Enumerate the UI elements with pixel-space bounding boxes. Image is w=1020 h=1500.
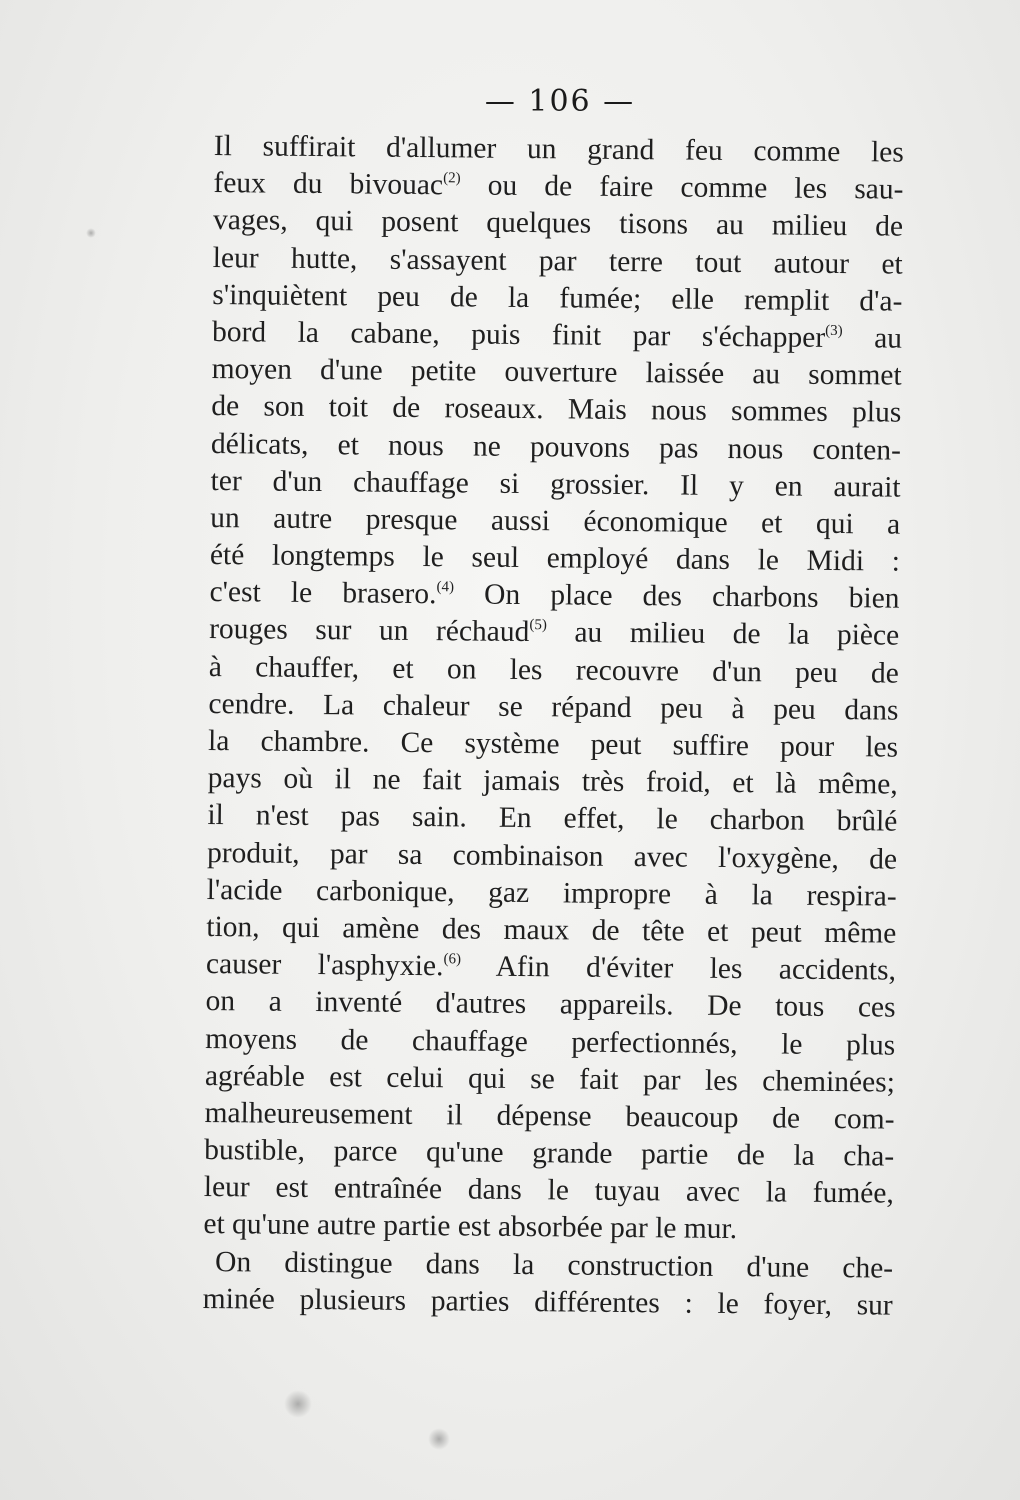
text-run: bord la cabane, puis finit par s'échapper: [211, 315, 826, 354]
text-line: [205, 1020, 895, 1064]
text-line: [211, 425, 901, 469]
text-run: délicats, et nous ne pouvons pas nous conten-: [210, 427, 902, 467]
text-run: produit, par sa combinaison avec l'oxygène, de: [206, 836, 898, 876]
text-run: s'inquiètent peu de la fumée; elle remplit d'a-: [212, 278, 903, 318]
text-run: rouges sur un réchaud: [209, 613, 530, 649]
text-run: On distingue dans la construction d'une che-: [214, 1245, 894, 1285]
text-run: leur est entraînée dans le tuyau avec la fumée,: [203, 1171, 894, 1210]
text-line: [203, 1281, 893, 1325]
text-run: ter d'un chauffage si grossier. Il y en aurait: [210, 464, 901, 504]
text-run: tion, qui amène des maux de tête et peut même: [206, 910, 897, 950]
text-run: au milieu de la pièce: [546, 616, 900, 653]
paper-speck: [284, 1390, 312, 1418]
page-number: — 106 —: [484, 84, 636, 119]
text-run: feux du bivouac: [213, 167, 444, 202]
text-run: pays où il ne fait jamais très froid, et là même,: [207, 762, 898, 801]
text-run: Afin d'éviter les accidents,: [460, 950, 897, 987]
text-line: [203, 1206, 893, 1250]
text-line: [205, 983, 895, 1027]
text-line: [203, 1244, 893, 1288]
text-run: moyen d'une petite ouverture laissée au sommet: [211, 353, 902, 392]
text-line: [207, 797, 897, 841]
text-run: de son toit de roseaux. Mais nous sommes plus: [211, 390, 902, 429]
text-run: malheureusement il dépense beaucoup de com-: [204, 1096, 895, 1136]
text-run: Il suffirait d'allumer un grand feu comme les: [213, 129, 904, 169]
text-run: on a inventé d'autres appareils. De tous ces: [205, 985, 896, 1024]
text-run: il n'est pas sain. En effet, le charbon brûlé: [207, 799, 898, 838]
text-run: agréable est celui qui se fait par les cheminées;: [204, 1059, 896, 1099]
text-run: l'acide carbonique, gaz impropre à la respira-: [206, 873, 897, 913]
text-run: bustible, parce qu'une grande partie de la cha-: [204, 1134, 895, 1173]
footnote-marker: (5): [529, 617, 548, 634]
footnote-marker: (2): [443, 170, 461, 187]
text-line: [205, 1058, 895, 1102]
text-line: [209, 611, 899, 655]
text-run: et qu'une autre partie est absorbée par le mur.: [203, 1208, 738, 1246]
text-line: [211, 388, 901, 432]
text-run: au: [842, 321, 903, 355]
footnote-marker: (3): [825, 322, 843, 339]
text-line: [213, 240, 903, 284]
text-run: leur hutte, s'assayent par terre tout autour et: [212, 241, 903, 281]
text-line: [212, 277, 902, 321]
text-run: la chambre. Ce système peut suffire pour les: [207, 724, 899, 764]
text-line: [207, 835, 897, 879]
text-run: un autre presque aussi économique et qui a: [210, 501, 901, 541]
text-line: [210, 463, 900, 507]
text-line: [209, 649, 899, 693]
text-run: c'est le brasero.: [209, 576, 437, 611]
text-run: causer l'asphyxie.: [205, 948, 444, 983]
text-run: moyens de chauffage perfectionnés, le plus: [205, 1022, 896, 1062]
text-run: On place des charbons bien: [453, 578, 900, 615]
footnote-marker: (4): [436, 579, 455, 596]
paper-speck: [86, 228, 96, 238]
text-run: cendre. La chaleur se répand peu à peu dans: [208, 687, 899, 727]
text-run: été longtemps le seul employé dans le Midi :: [209, 539, 901, 578]
text-line: [213, 202, 903, 246]
paper-speck: [428, 1428, 450, 1450]
body-text: [203, 128, 904, 1325]
footnote-marker: (6): [443, 951, 462, 968]
text-run: minée plusieurs parties différentes : le foyer, sur: [202, 1282, 893, 1322]
text-run: vages, qui posent quelques tisons au milieu de: [212, 204, 904, 243]
text-run: à chauffer, et on les recouvre d'un peu de: [208, 650, 899, 690]
text-run: ou de faire comme les sau-: [460, 169, 904, 206]
